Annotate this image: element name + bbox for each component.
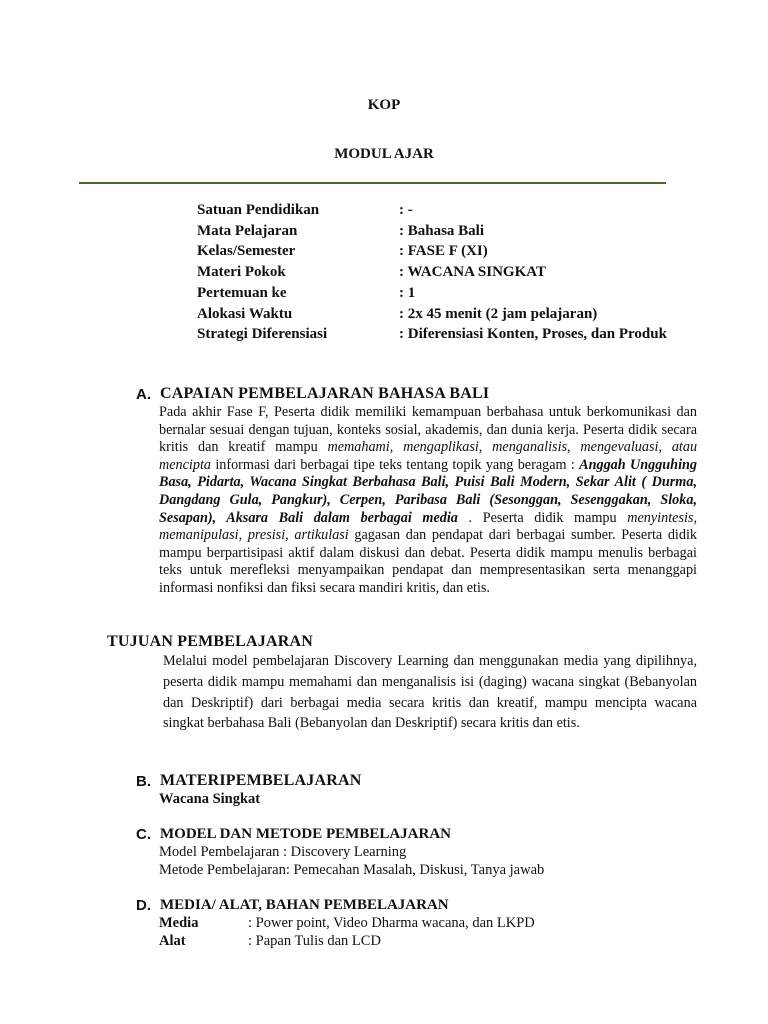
text-run: informasi dari berbagai tipe teks tentang topik yang beragam : — [211, 456, 580, 473]
section-a-letter: A. — [136, 386, 151, 403]
italic-term: artikulasi — [294, 527, 349, 544]
kop-label: KOP — [367, 97, 401, 113]
section-c-heading: MODEL DAN METODE PEMBELAJARAN — [160, 826, 451, 842]
section-d-heading: MEDIA/ ALAT, BAHAN PEMBELAJARAN — [160, 897, 449, 913]
info-label: Strategi Diferensiasi — [197, 326, 328, 342]
text-run: , — [567, 439, 581, 456]
info-label: Mata Pelajaran — [197, 223, 298, 239]
text-run: , — [658, 439, 672, 456]
info-value: : Bahasa Bali — [399, 223, 485, 239]
italic-term: mengevaluasi — [580, 439, 659, 456]
media-label: Media — [159, 915, 199, 931]
metode-pembelajaran-line: Metode Pembelajaran: Pemecahan Masalah, Diskusi, Tanya jawab — [159, 862, 545, 878]
model-pembelajaran-line: Model Pembelajaran : Discovery Learning — [159, 844, 407, 860]
text-run: , — [285, 527, 295, 544]
italic-term: memahami — [327, 439, 390, 456]
info-row-pertemuan — [197, 285, 697, 305]
italic-term: mengaplikasi — [403, 439, 479, 456]
text-run: , — [478, 439, 493, 456]
info-value: : WACANA SINGKAT — [399, 264, 546, 280]
italic-term: presisi — [247, 527, 286, 544]
section-a-heading: CAPAIAN PEMBELAJARAN BAHASA BALI — [160, 385, 490, 402]
info-value: : FASE F (XI) — [399, 243, 488, 259]
alat-label: Alat — [159, 933, 186, 949]
info-label: Kelas/Semester — [197, 243, 296, 259]
section-b-letter: B. — [136, 773, 151, 790]
text-run: , — [238, 527, 248, 544]
info-value: : - — [399, 202, 413, 218]
section-b-heading: MATERIPEMBELAJARAN — [160, 772, 362, 789]
italic-term: menyintesis — [627, 509, 694, 526]
info-label: Materi Pokok — [197, 264, 286, 280]
tujuan-heading: TUJUAN PEMBELAJARAN — [107, 633, 314, 650]
info-row-alokasi-waktu — [197, 306, 697, 326]
info-value: : 1 — [399, 285, 416, 301]
info-row-strategi-diferensiasi — [197, 326, 697, 346]
section-d-letter: D. — [136, 897, 151, 914]
text-run: , — [693, 509, 697, 526]
info-value: : 2x 45 menit (2 jam pelajaran) — [399, 306, 598, 322]
section-c-letter: C. — [136, 826, 151, 843]
text-run: Pada akhir Fase F, Peserta didik memiliki kemampuan berbahasa untuk berkomunikasi dan bernalar sesuai dengan tujuan, konteks sosial, akademis, dan dunia kerja. Peserta didik secara kritis dan kreatif mampu — [159, 404, 697, 456]
text-run: , — [389, 439, 404, 456]
alat-value: : Papan Tulis dan LCD — [248, 933, 381, 949]
italic-term: atau mencipta — [159, 439, 698, 473]
info-label: Satuan Pendidikan — [197, 202, 320, 218]
text-run: . Peserta didik mampu — [457, 509, 628, 526]
document-title: MODUL AJAR — [334, 146, 434, 162]
media-value: : Power point, Video Dharma wacana, dan LKPD — [248, 915, 535, 931]
info-row-kelas-semester — [197, 243, 697, 263]
title-divider — [79, 182, 666, 184]
info-value: : Diferensiasi Konten, Proses, dan Produk — [399, 326, 667, 342]
section-b-subtitle: Wacana Singkat — [159, 791, 261, 807]
info-row-mata-pelajaran — [197, 223, 697, 243]
italic-term: menganalisis — [492, 439, 568, 456]
info-label: Pertemuan ke — [197, 285, 287, 301]
info-label: Alokasi Waktu — [197, 306, 293, 322]
topic-list-bold: Anggah Ungguhing Basa, Pidarta, Wacana Singkat Berbahasa Bali, Puisi Bali Modern, Sekar Alit ( Durma, Dangdang Gula, Pangkur), Cerpen, Paribasa Bali (Sesonggan, Sesenggakan, Sloka, Sesapan), Aksara Bali dalam berbagai media — [159, 456, 697, 526]
info-row-satuan-pendidikan — [197, 202, 697, 222]
capaian-paragraph — [159, 404, 697, 598]
text-run: gagasan dan pendapat dari berbagai sumber. Peserta didik mampu berpartisipasi aktif dalam diskusi dan debat. Peserta didik mampu menulis berbagai teks untuk merefleksi menyampaikan pendapat dan mempresentasikan serta menanggapi informasi nonfiksi dan fiksi secara mandiri kritis, dan etis. — [159, 527, 698, 596]
info-row-materi-pokok — [197, 264, 697, 284]
italic-term: memanipulasi — [159, 527, 239, 544]
tujuan-paragraph: Melalui model pembelajaran Discovery Learning dan menggunakan media yang dipilihnya, peserta didik mampu memahami dan menganalisis isi (daging) wacana singkat (Bebanyolan dan Deskriptif) dari berbagai media secara kritis dan kreatif, mampu mencipta wacana singkat berbahasa Bali (Bebanyolan dan Deskriptif) secara kritis dan etis. — [163, 653, 697, 732]
